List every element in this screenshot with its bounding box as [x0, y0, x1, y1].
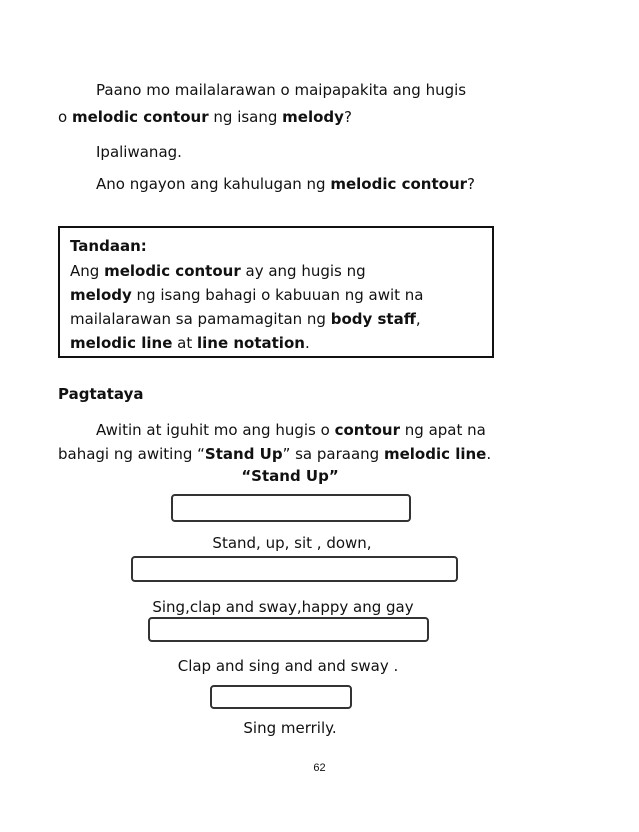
lyric-line-1: Stand, up, sit , down,	[212, 534, 372, 552]
note-line-3: mailalarawan sa pamamagitan ng body staff,	[70, 310, 421, 328]
assessment-line-1: Awitin at iguhit mo ang hugis o contour ng apat na	[96, 421, 486, 439]
note-line-2: melody ng isang bahagi o kabuuan ng awit na	[70, 286, 424, 304]
contour-answer-box-1[interactable]	[171, 494, 411, 522]
question-1-line-2: o melodic contour ng isang melody?	[58, 108, 352, 126]
note-heading: Tandaan:	[70, 237, 147, 255]
contour-answer-box-4[interactable]	[210, 685, 352, 709]
tandaan-note-box	[58, 226, 494, 358]
term-melody: melody	[282, 108, 344, 126]
question-1-line-1: Paano mo mailalarawan o maipapakita ang hugis	[96, 81, 467, 99]
assessment-line-2: bahagi ng awiting “Stand Up” sa paraang melodic line.	[58, 445, 492, 463]
question-2: Ipaliwanag.	[96, 143, 182, 161]
assessment-heading: Pagtataya	[58, 385, 144, 403]
contour-answer-box-2[interactable]	[131, 556, 458, 582]
lyric-line-2: Sing,clap and sway,happy ang gay	[152, 598, 414, 616]
term-melodic-contour-2: melodic contour	[330, 175, 468, 193]
note-line-4: melodic line at line notation.	[70, 334, 310, 352]
question-3: Ano ngayon ang kahulugan ng melodic contour?	[96, 175, 475, 193]
term-melodic-contour: melodic contour	[71, 108, 209, 126]
contour-answer-box-3[interactable]	[148, 617, 429, 642]
lyric-line-4: Sing merrily.	[243, 719, 337, 737]
lyric-line-3: Clap and sing and and sway .	[177, 657, 399, 675]
song-title: “Stand Up”	[241, 467, 339, 485]
page-number: 62	[313, 762, 326, 774]
note-line-1: Ang melodic contour ay ang hugis ng	[70, 262, 366, 280]
